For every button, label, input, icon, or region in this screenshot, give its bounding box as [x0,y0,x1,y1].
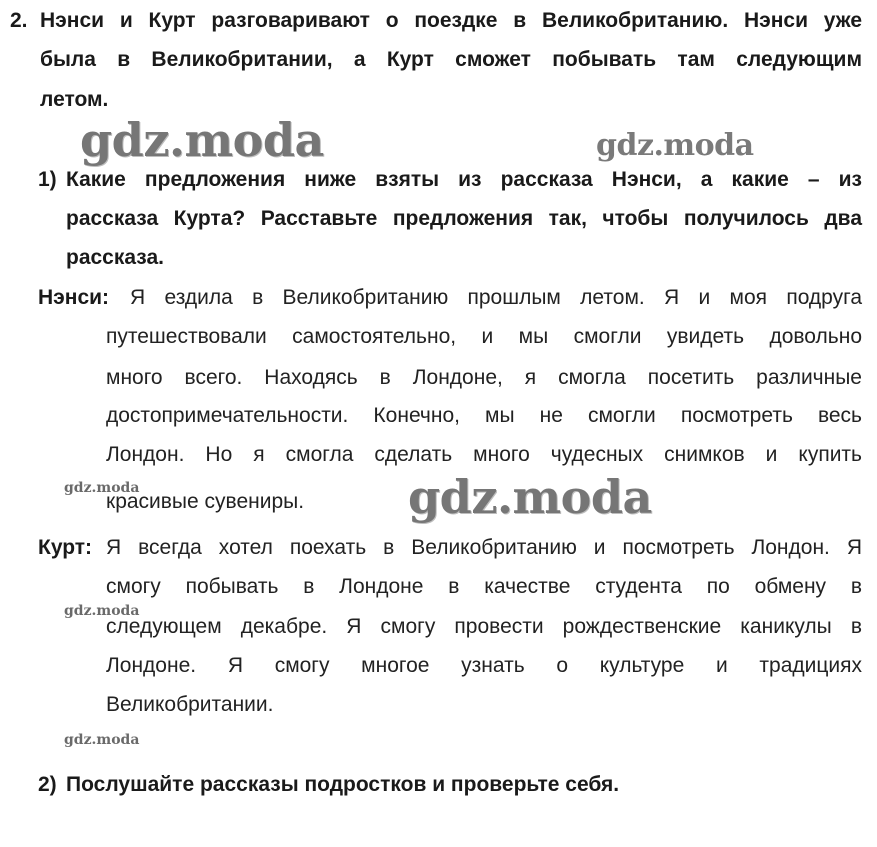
subtask-1-line-2: рассказа Курта? Расставьте предложения так, чтобы получилось два [66,207,862,230]
nancy-line-1: Я ездила в Великобританию прошлым летом. Я и моя подруга [130,286,862,309]
nancy-label: Нэнси: [38,286,110,309]
task-text-line-3: летом. [40,88,109,111]
subtask-1-line-3: рассказа. [66,246,164,269]
subtask-2-text: Послушайте рассказы подростков и проверьте себя. [66,773,620,796]
subtask-1-line-1: Какие предложения ниже взяты из рассказа Нэнси, а какие – из [66,168,862,191]
nancy-line-4: достопримечательности. Конечно, мы не смогли посмотреть весь [106,404,862,427]
kurt-line-3: следующем декабре. Я смогу провести рождественские каникулы в [106,615,862,638]
nancy-line-5: Лондон. Но я смогла сделать много чудесных снимков и купить [106,443,862,466]
task-text-line-1: Нэнси и Курт разговаривают о поездке в Великобританию. Нэнси уже [40,9,862,32]
watermark-small-1: gdz.moda [64,480,140,496]
kurt-line-5: Великобритании. [106,693,274,716]
task-text-line-2: была в Великобритании, а Курт сможет побывать там следующим [40,48,862,71]
nancy-line-2: путешествовали самостоятельно, и мы смогли увидеть довольно [106,325,862,348]
watermark-large-top-left: gdz.moda [80,113,324,167]
watermark-large-center: gdz.moda [408,470,652,524]
subtask-2-number: 2) [38,773,57,796]
kurt-line-4: Лондоне. Я смогу многое узнать о культуре и традициях [106,654,862,677]
kurt-line-2: смогу побывать в Лондоне в качестве студента по обмену в [106,575,862,598]
nancy-line-3: много всего. Находясь в Лондоне, я смогла посетить различные [106,366,862,389]
kurt-line-1: Я всегда хотел поехать в Великобританию и посмотреть Лондон. Я [106,536,862,559]
watermark-small-2: gdz.moda [64,603,140,619]
watermark-small-3: gdz.moda [64,732,140,748]
nancy-line-6: красивые сувениры. [106,490,305,513]
subtask-1-number: 1) [38,168,57,191]
kurt-label: Курт: [38,536,93,559]
task-number: 2. [10,9,28,32]
watermark-medium-top-right: gdz.moda [596,128,754,163]
